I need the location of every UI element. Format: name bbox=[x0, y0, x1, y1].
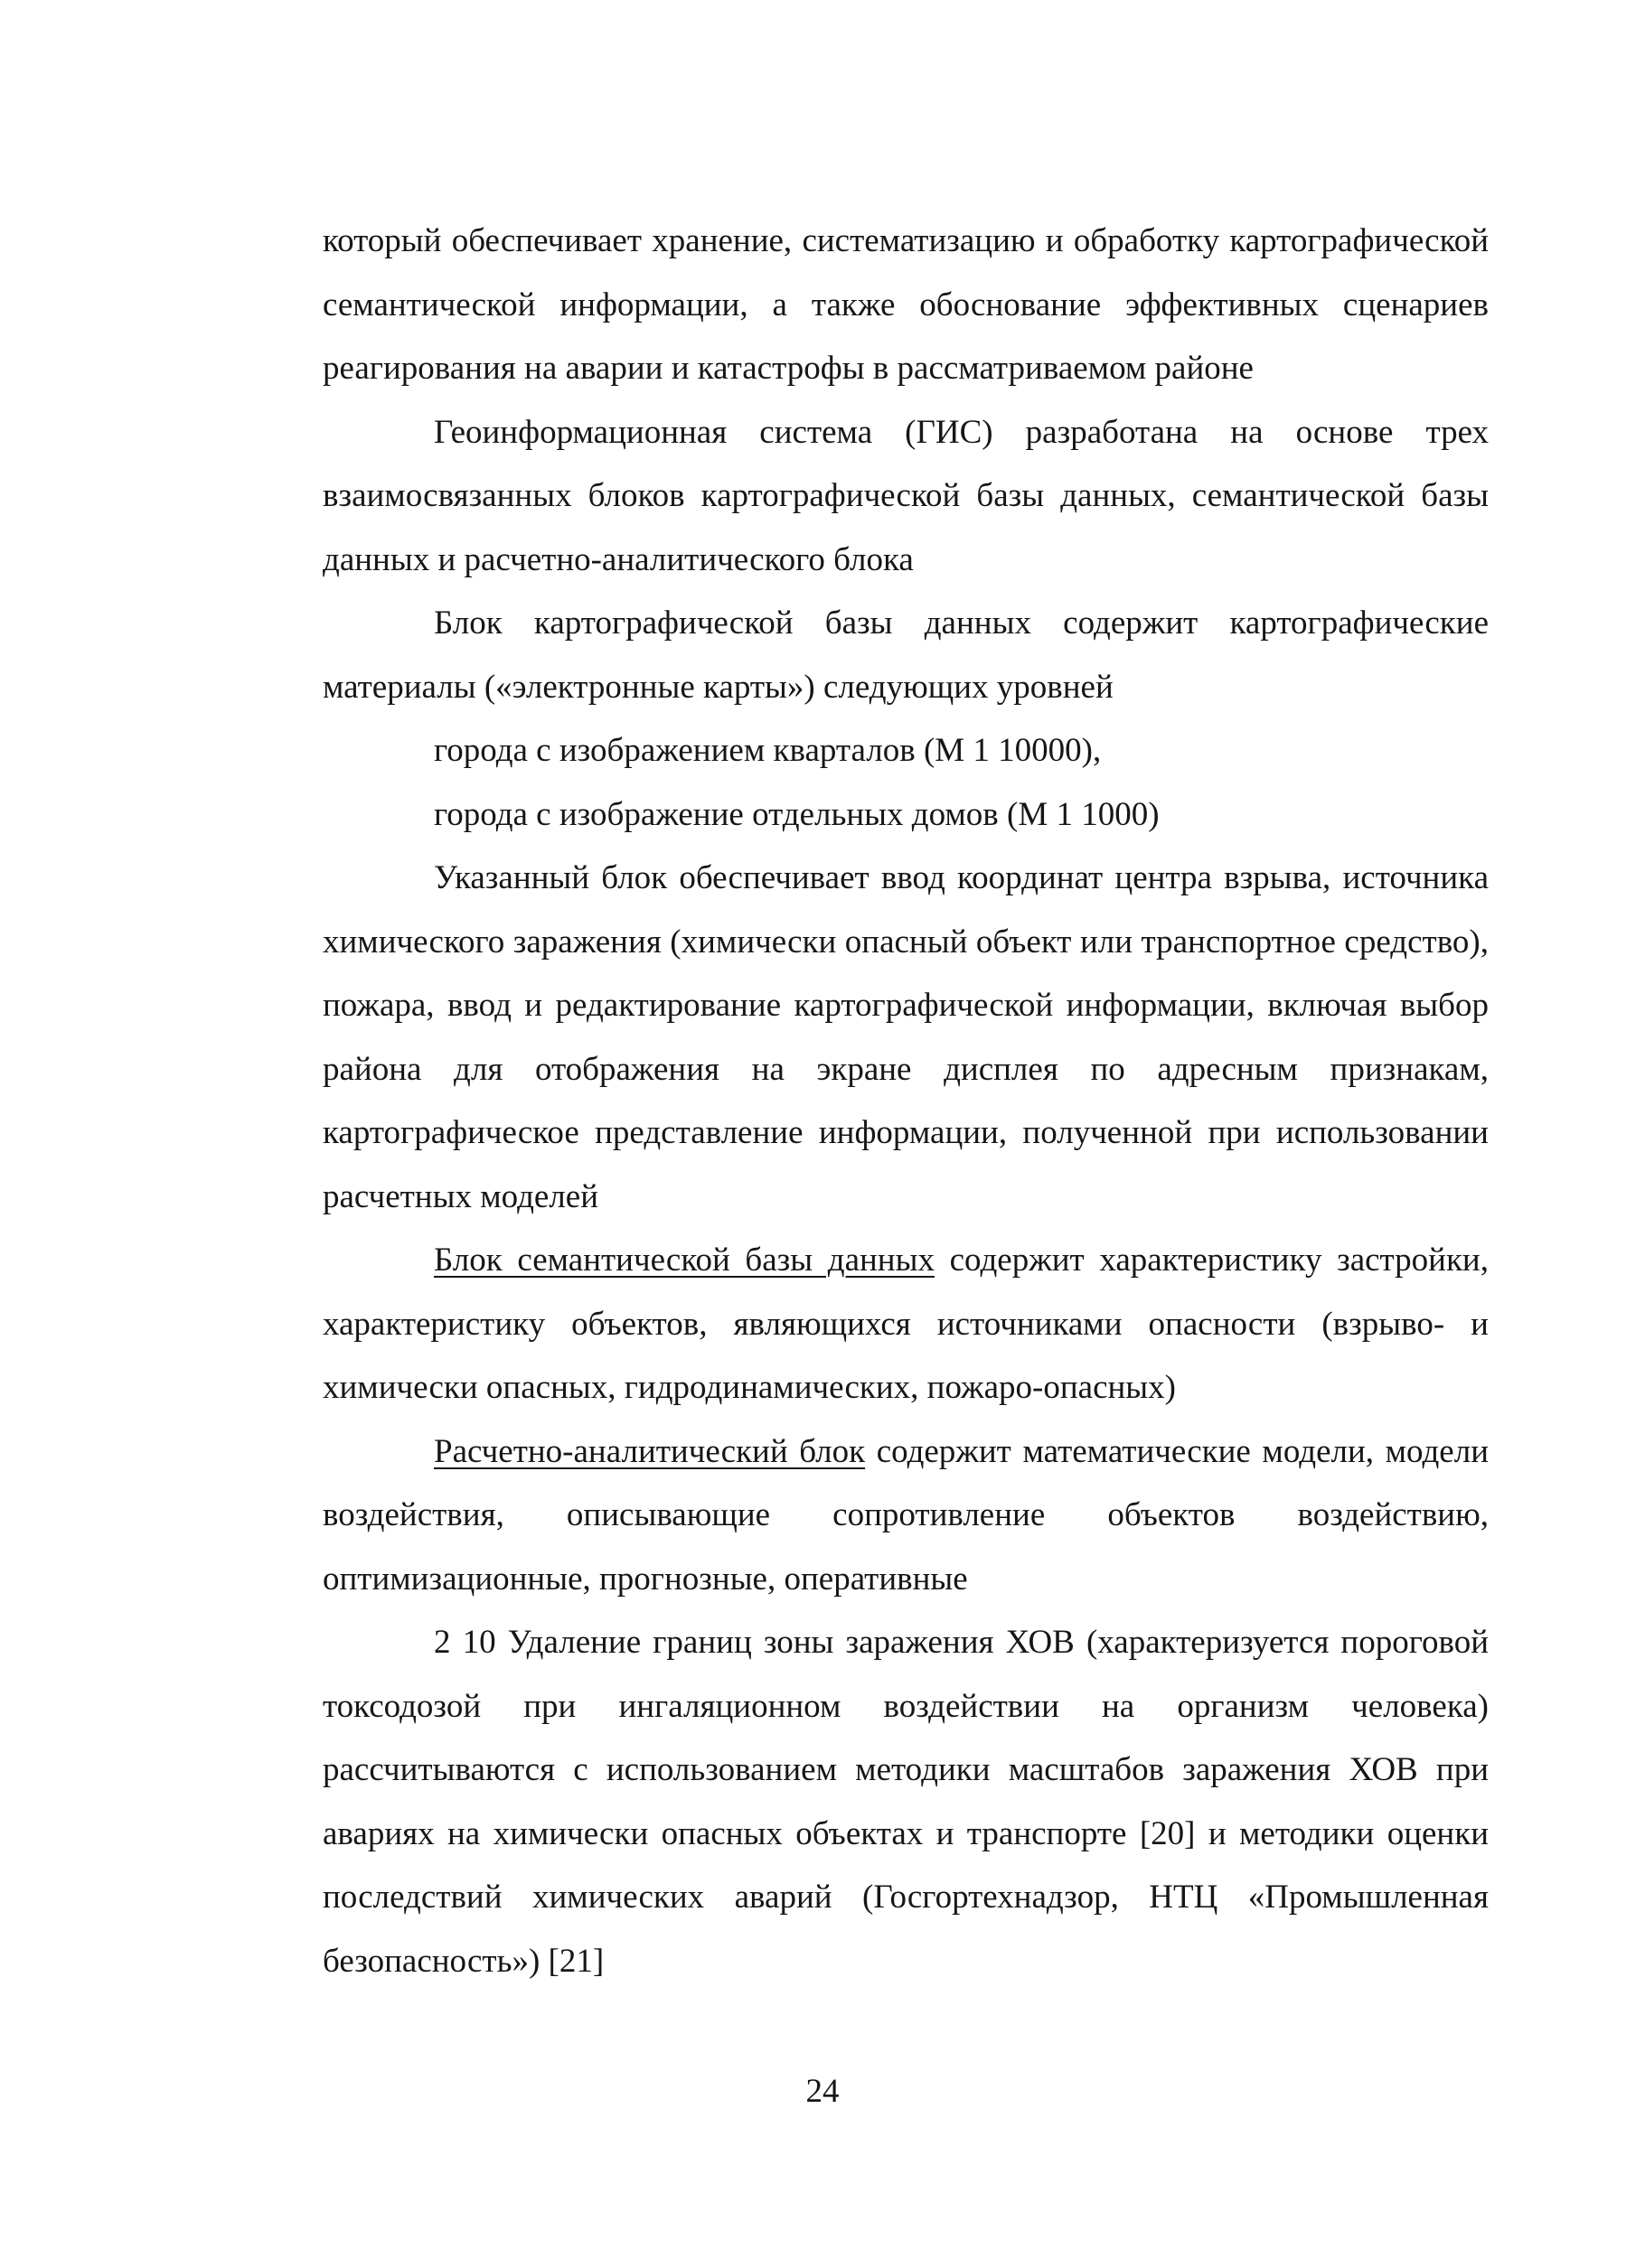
paragraph-analytic-block bbox=[323, 1420, 1489, 1612]
paragraph-gis-overview: Геоинформационная система (ГИС) разработана на основе трех взаимосвязанных блоков картографической базы данных, семантической базы данных и расчетно-аналитического блока bbox=[323, 413, 1489, 578]
page-number: 24 bbox=[805, 2073, 840, 2110]
paragraph-continuation: который обеспечивает хранение, систематизацию и обработку картографической семантической информации, а также обоснование эффективных сценариев реагирования на аварии и катастрофы в рассматриваемом районе bbox=[323, 222, 1489, 387]
body-text bbox=[323, 210, 1489, 1993]
semantic-block-text: содержит характеристику застройки, характеристику объектов, являющихся источниками опасности (взрыво- и химически опасных, гидродинамических, пожаро-опасных) bbox=[323, 1242, 1489, 1406]
list-item-city-houses: города с изображение отдельных домов (М 1 1000) bbox=[434, 795, 1160, 833]
paragraph-semantic-block bbox=[323, 1229, 1489, 1420]
analytic-block-heading: Расчетно-аналитический блок bbox=[434, 1432, 866, 1470]
paragraph-cartographic-block: Блок картографической базы данных содержит картографические материалы («электронные карты») следующих уровней bbox=[323, 604, 1489, 706]
semantic-block-heading: Блок семантической базы данных bbox=[434, 1242, 935, 1279]
analytic-block-text: содержит математические модели, модели воздействия, описывающие сопротивление объектов воздействию, оптимизационные, прогнозные, оперативные bbox=[323, 1432, 1489, 1598]
list-item-city-quarters: города с изображением кварталов (М 1 10000), bbox=[434, 732, 1102, 769]
paragraph-block-functions: Указанный блок обеспечивает ввод координат центра взрыва, источника химического заражения (химически опасный объект или транспортное средство), пожара, ввод и редактирование картографической информации, включая выбор района для отображения на экране дисплея по адресным признакам, картографическое представление информации, полученной при использовании расчетных моделей bbox=[323, 859, 1489, 1215]
paragraph-section-2-10: 2 10 Удаление границ зоны заражения ХОВ (характеризуется пороговой токсодозой при ингаляционном воздействии на организм человека) рассчитываются с использованием методики масштабов заражения ХОВ при авариях на химически опасных объектах и транспорте [20] и методики оценки последствий химических аварий (Госгортехнадзор, НТЦ «Промышленная безопасность») [21] bbox=[323, 1624, 1489, 1980]
